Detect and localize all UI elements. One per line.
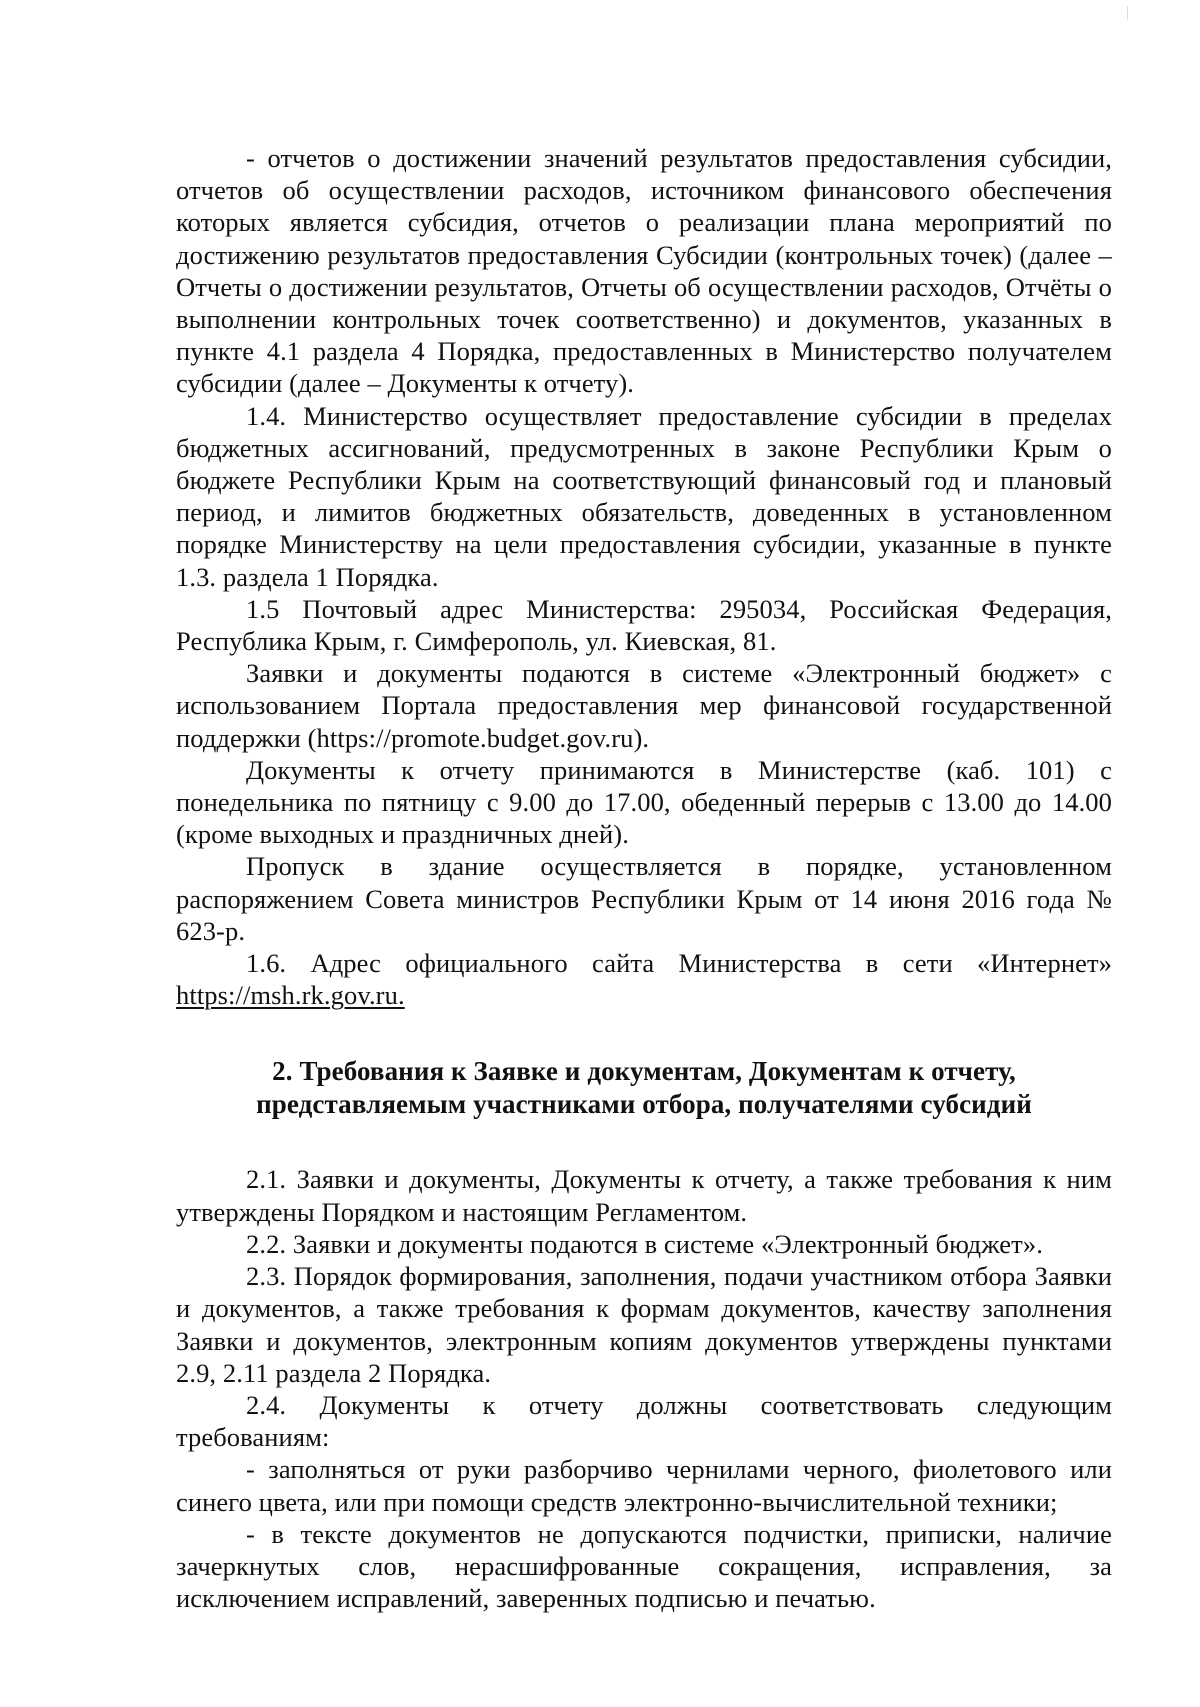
- paragraph-1-5: 1.5 Почтовый адрес Министерства: 295034, Российская Федерация, Республика Крым, г. Симферополь, ул. Киевская, 81.: [176, 593, 1112, 657]
- document-body: [176, 142, 1112, 1614]
- paragraph-2-4: 2.4. Документы к отчету должны соответствовать следующим требованиям:: [176, 1389, 1112, 1453]
- scan-artifact: [1127, 6, 1128, 20]
- section-2-heading-line-2: представляемым участниками отбора, получателями субсидий: [256, 1089, 1032, 1120]
- section-2-heading-line-1: 2. Требования к Заявке и документам, Документам к отчету,: [272, 1056, 1016, 1087]
- paragraph-2-1: 2.1. Заявки и документы, Документы к отчету, а также требования к ним утверждены Порядком и настоящим Регламентом.: [176, 1164, 1112, 1227]
- section-2-heading: [176, 1055, 1112, 1121]
- paragraph-reports-accepted: Документы к отчету принимаются в Министерстве (каб. 101) с понедельника по пятницу с 9.00 до 17.00, обеденный перерыв с 13.00 до 14.00 (кроме выходных и праздничных дней).: [176, 754, 1112, 850]
- paragraph-1-6-text: 1.6. Адрес официального сайта Министерства в сети «Интернет»: [246, 948, 1112, 979]
- paragraph-2-2: 2.2. Заявки и документы подаются в системе «Электронный бюджет».: [246, 1228, 1043, 1259]
- paragraph-1-6: [176, 947, 1112, 1011]
- paragraph-building-pass: Пропуск в здание осуществляется в порядке, установленном распоряжением Совета министров Республики Крым от 14 июня 2016 года № 623-р.: [176, 851, 1112, 946]
- paragraph-1-4: 1.4. Министерство осуществляет предоставление субсидии в пределах бюджетных ассигнований, предусмотренных в законе Республики Крым о бюджете Республики Крым на соответствующий финансовый год и плановый период, и лимитов бюджетных обязательств, доведенных в установленном порядке Министерству на цели предоставления субсидии, указанные в пункте 1.3. раздела 1 Порядка.: [176, 400, 1112, 592]
- official-site-link[interactable]: https://msh.rk.gov.ru.: [176, 980, 405, 1011]
- paragraph-applications: Заявки и документы подаются в системе «Электронный бюджет» с использованием Портала предоставления мер финансовой государственной поддержки (https://promote.budget.gov.ru).: [176, 658, 1112, 753]
- requirement-no-corrections-item: - в тексте документов не допускаются подчистки, приписки, наличие зачеркнутых слов, нерасшифрованные сокращения, исправления, за исключением исправлений, заверенных подписью и печатью.: [176, 1518, 1112, 1614]
- paragraph-2-3: 2.3. Порядок формирования, заполнения, подачи участником отбора Заявки и документов, а также требования к формам документов, качеству заполнения Заявки и документов, электронным копиям документов утверждены пунктами 2.9, 2.11 раздела 2 Порядка.: [176, 1261, 1112, 1388]
- paragraph-reports-list-item: - отчетов о достижении значений результатов предоставления субсидии, отчетов об осуществлении расходов, источником финансового обеспечения которых является субсидия, отчетов о реализации плана мероприятий по достижению результатов предоставления Субсидии (контрольных точек) (далее – Отчеты о достижении результатов, Отчеты об осуществлении расходов, Отчёты о выполнении контрольных точек соответственно) и документов, указанных в пункте 4.1 раздела 4 Порядка, предоставленных в Министерство получателем субсидии (далее – Документы к отчету).: [176, 143, 1112, 399]
- requirement-fill-item: - заполняться от руки разборчиво чернилами черного, фиолетового или синего цвета, или при помощи средств электронно-вычислительной техники;: [176, 1454, 1112, 1517]
